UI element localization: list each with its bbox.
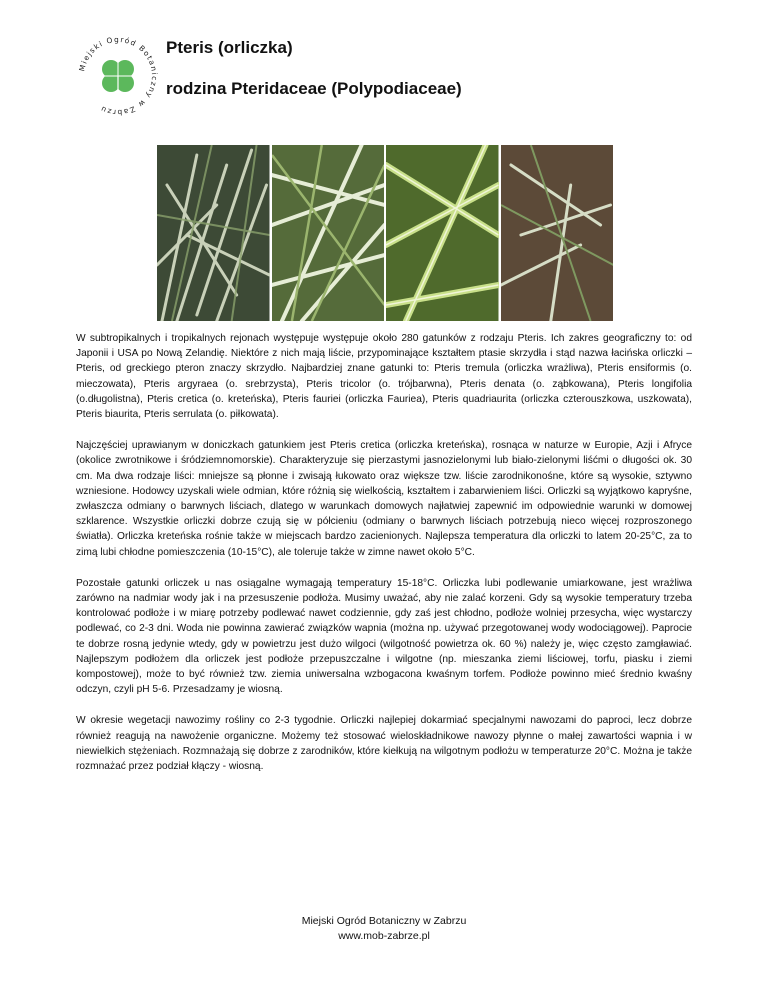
- page-title: Pteris (orliczka): [166, 38, 293, 57]
- article-body: [76, 331, 692, 790]
- pteris-photo-1: [157, 145, 270, 321]
- pteris-photo-2: [272, 145, 385, 321]
- paragraph-fertilization: W okresie wegetacji nawozimy rośliny co 2-3 tygodnie. Orliczki najlepiej dokarmiać specjalnymi nawozami do paproci, lecz dobrze również reagują na nawożenie organiczne. Możemy też stosować wieloskładnikowe nawozy płynne o małej zawartości wapnia i w niewielkich stężeniach. Rozmnażają się dobrze z zarodników, które kiełkują na wilgotnym podłożu w temperaturze 20°C. Można je także rozmnażać przez podział kłączy - wiosną.: [76, 715, 692, 773]
- paragraph-care: Pozostałe gatunki orliczek u nas osiągalne wymagają temperatury 15-18°C. Orliczka lubi podlewanie umiarkowane, jest wrażliwa zarówno na nadmiar wody jak i na przesuszenie podłoża. Musimy uważać, aby nie zalać korzeni. Gdy są wysokie temperatury trzeba kontrolować podłoże i w miarę potrzeby podlewać nawet codziennie, gdy zaś jest chłodno, podłoże wolniej przesycha, więc wystarczy podlewać, co 2-3 dni. Woda nie powinna zawierać związków wapnia (można np. używać przegotowanej wody wodociągowej). Paprocie te dobrze rosną jedynie wtedy, gdy w powietrzu jest dużo wilgoci (wilgotność powietrza ok. 60 %) należy je, więc często zamgławiać. Najlepszym podłożem dla orliczek jest podłoże przepuszczalne i wilgotne (np. mieszanka ziemi liściowej, torfu, piasku i ziemi kompostowej), może to być również tzw. ziemia uniwersalna wzbogacona kwaśnym torfem. Podłoże powinno mieć średnio kwaśny odczyn, czyli pH 5-6. Przesadzamy je wiosną.: [76, 577, 692, 696]
- pteris-photo-4: [501, 145, 614, 321]
- footer-website: www.mob-zabrze.pl: [338, 930, 430, 942]
- family-subtitle: rodzina Pteridaceae (Polypodiaceae): [166, 79, 462, 98]
- paragraph-species: W subtropikalnych i tropikalnych rejonach występuje występuje około 280 gatunków z rodzaju Pteris. Ich zakres geograficzny to: od Japonii i USA po Nową Zelandię. Niektóre z nich mają liście, przypominające kształtem ptasie skrzydła i stąd nazwa łacińska orliczki – Pteris, od greckiego pteron znaczy skrzydło. Najbardziej znane gatunki to: Pteris tremula (orliczka wrażliwa), Pteris ensiformis (o. mieczowata), Pteris argyraea (o. srebrzysta), Pteris tricolor (o. trójbarwna), Pteris denata (o. ząbkowana), Pteris longifolia (o.długolistna), Pteris cretica (o. kreteńska), Pteris fauriei (orliczka Fauriea), Pteris quadriaurita (orliczka czterouszkowa, uszkowata), Pteris biaurita, Pteris serrulata (o. piłkowata).: [76, 333, 692, 421]
- pteris-photo-3: [386, 145, 499, 321]
- paragraph-cultivation: Najczęściej uprawianym w doniczkach gatunkiem jest Pteris cretica (orliczka kreteńska), rosnąca w naturze w Europie, Azji i Afryce (okolice zwrotnikowe i śródziemnomorskie). Charakteryzuje się pierzastymi jasnozielonymi lub biało-zielonymi liśćmi o długości ok. 30 cm. Ma dwa rodzaje liści: mniejsze są płonne i zwisają łukowato oraz większe tzw. liście zarodnikonośne, które są wysokie, sztywno wzniesione. Hodowcy uzyskali wiele odmian, które różnią się wielkością, kształtem i zabarwieniem liści. Orliczki są wyjątkowo kapryśne, zwłaszcza odmiany o barwnych liściach, dlatego w warunkach domowych najłatwiej zapewnić im odpowiednie warunki w domowej szklarence. Wszystkie orliczki dobrze czują się w półcieniu (odmiany o barwnych liściach potrzebują nieco więcej rozproszonego światła). Orliczka kreteńska rośnie także w miejscach bardzo zacienionych. Najlepsza temperatura dla orliczki to latem 20-25°C, za to zimą lubi chłodne pomieszczenia (10-15°C), ale toleruje także w zimne nawet około 5°C.: [76, 440, 692, 558]
- page-footer: [0, 914, 768, 944]
- logo-arc-text: Miejski Ogród Botaniczny w Zabrzu: [77, 34, 160, 118]
- footer-organization: Miejski Ogród Botaniczny w Zabrzu: [301, 915, 467, 927]
- garden-logo: [76, 34, 160, 118]
- photo-strip: [157, 145, 613, 321]
- four-leaf-clover-icon: [76, 34, 160, 118]
